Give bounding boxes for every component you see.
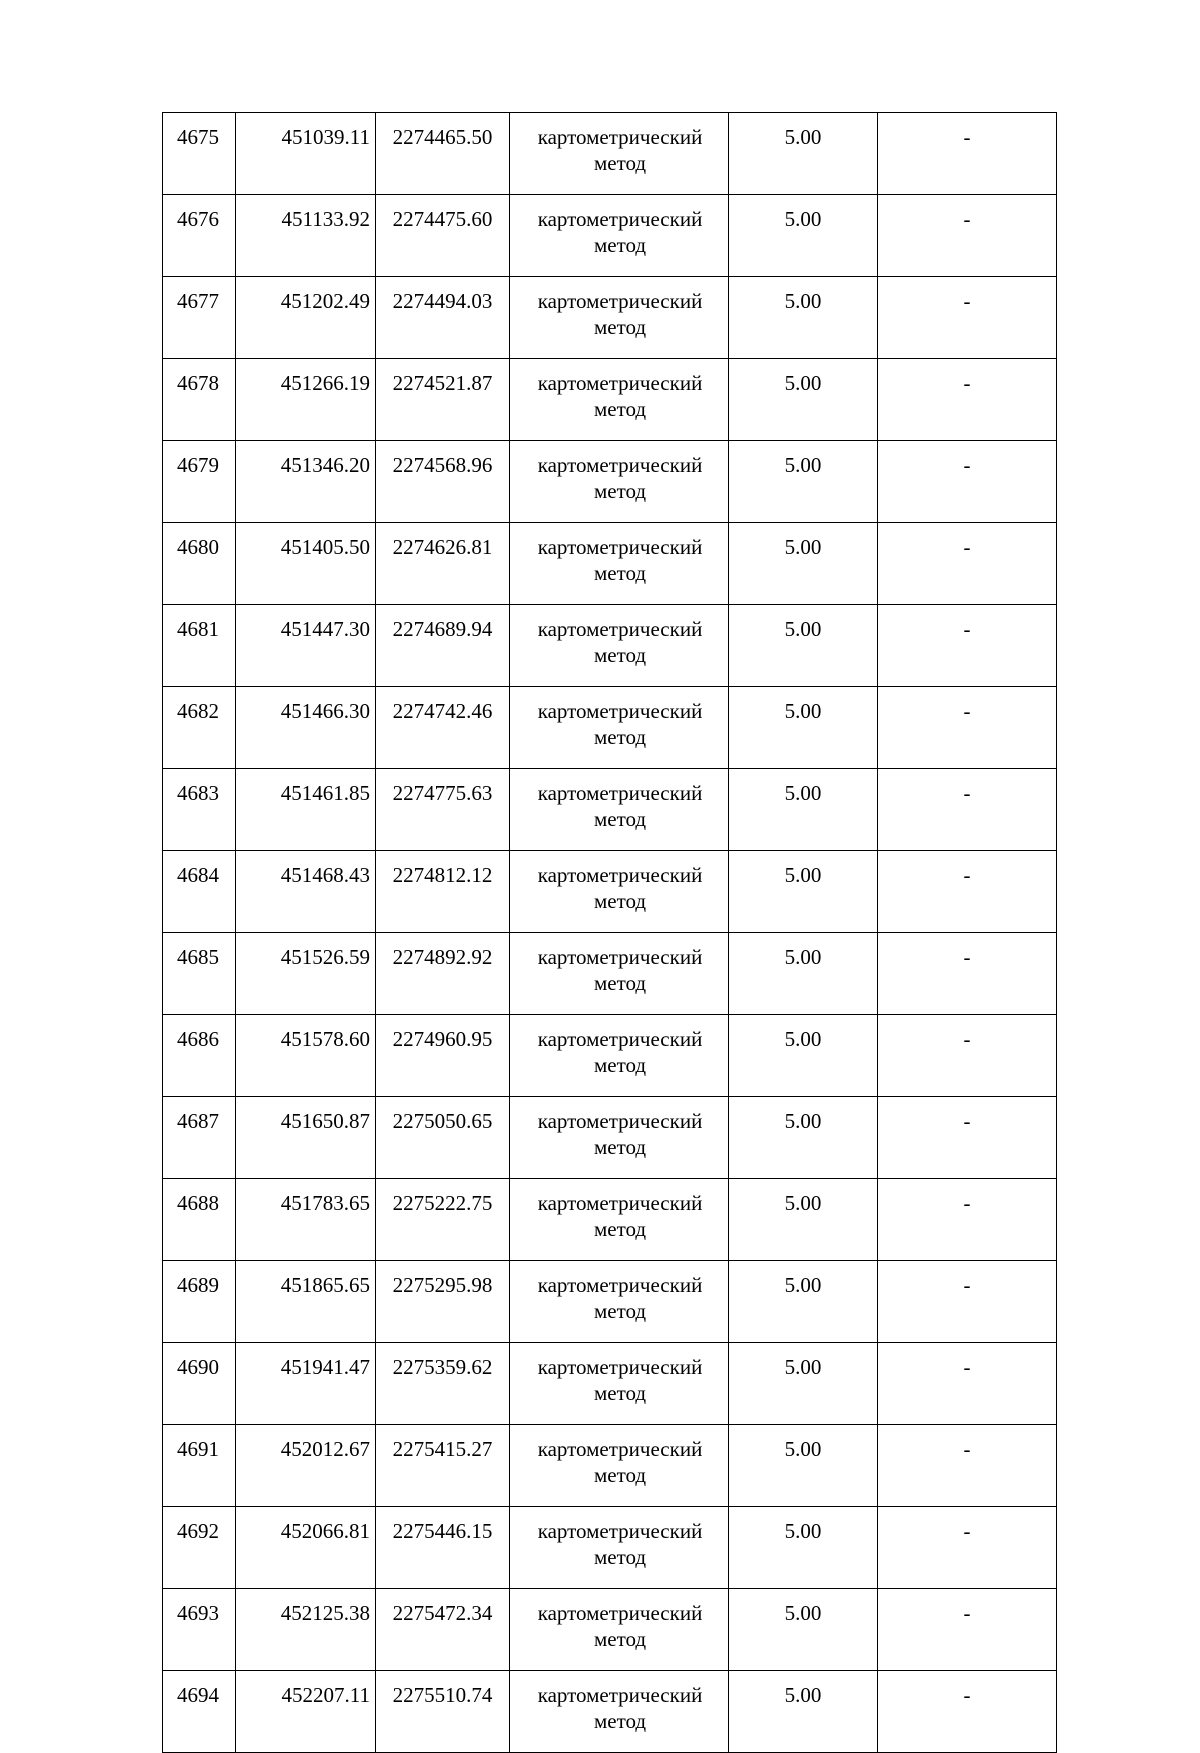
method-text: картометрический метод [537,617,703,667]
accuracy-cell: 5.00 [729,933,878,1015]
accuracy-cell: 5.00 [729,523,878,605]
point-number-cell: 4679 [163,441,236,523]
x-coordinate-cell: 451461.85 [236,769,376,851]
method-text: картометрический метод [537,1519,703,1569]
method-text: картометрический метод [537,1273,703,1323]
table-row [163,195,1057,277]
method-cell [510,1015,729,1097]
description-cell: - [878,277,1057,359]
accuracy-cell: 5.00 [729,277,878,359]
description-cell: - [878,195,1057,277]
description-cell: - [878,1343,1057,1425]
method-text: картометрический метод [537,1683,703,1733]
point-number-cell: 4678 [163,359,236,441]
method-text: картометрический метод [537,1437,703,1487]
method-text: картометрический метод [537,1601,703,1651]
y-coordinate-cell: 2274568.96 [376,441,510,523]
method-cell [510,359,729,441]
accuracy-cell: 5.00 [729,1343,878,1425]
description-cell: - [878,1179,1057,1261]
table-row [163,687,1057,769]
x-coordinate-cell: 451783.65 [236,1179,376,1261]
x-coordinate-cell: 451468.43 [236,851,376,933]
y-coordinate-cell: 2274494.03 [376,277,510,359]
table-row [163,851,1057,933]
x-coordinate-cell: 451346.20 [236,441,376,523]
y-coordinate-cell: 2274475.60 [376,195,510,277]
y-coordinate-cell: 2275295.98 [376,1261,510,1343]
description-cell: - [878,1015,1057,1097]
method-text: картометрический метод [537,289,703,339]
accuracy-cell: 5.00 [729,1015,878,1097]
method-cell [510,195,729,277]
x-coordinate-cell: 451266.19 [236,359,376,441]
description-cell: - [878,441,1057,523]
method-cell [510,113,729,195]
y-coordinate-cell: 2274960.95 [376,1015,510,1097]
method-cell [510,1671,729,1753]
point-number-cell: 4675 [163,113,236,195]
accuracy-cell: 5.00 [729,1589,878,1671]
table-row [163,605,1057,687]
table-row [163,1507,1057,1589]
y-coordinate-cell: 2275359.62 [376,1343,510,1425]
method-cell [510,1179,729,1261]
method-text: картометрический метод [537,1355,703,1405]
method-cell [510,605,729,687]
x-coordinate-cell: 451133.92 [236,195,376,277]
point-number-cell: 4689 [163,1261,236,1343]
method-cell [510,1261,729,1343]
y-coordinate-cell: 2275050.65 [376,1097,510,1179]
y-coordinate-cell: 2275510.74 [376,1671,510,1753]
y-coordinate-cell: 2275472.34 [376,1589,510,1671]
method-text: картометрический метод [537,781,703,831]
x-coordinate-cell: 451650.87 [236,1097,376,1179]
y-coordinate-cell: 2274521.87 [376,359,510,441]
description-cell: - [878,523,1057,605]
point-number-cell: 4680 [163,523,236,605]
description-cell: - [878,769,1057,851]
table-row [163,1671,1057,1753]
accuracy-cell: 5.00 [729,1179,878,1261]
x-coordinate-cell: 451405.50 [236,523,376,605]
y-coordinate-cell: 2274892.92 [376,933,510,1015]
description-cell: - [878,687,1057,769]
point-number-cell: 4687 [163,1097,236,1179]
x-coordinate-cell: 452125.38 [236,1589,376,1671]
y-coordinate-cell: 2274775.63 [376,769,510,851]
y-coordinate-cell: 2275446.15 [376,1507,510,1589]
x-coordinate-cell: 451202.49 [236,277,376,359]
method-text: картометрический метод [537,207,703,257]
y-coordinate-cell: 2274626.81 [376,523,510,605]
y-coordinate-cell: 2274812.12 [376,851,510,933]
method-text: картометрический метод [537,699,703,749]
method-text: картометрический метод [537,1109,703,1159]
method-cell [510,1589,729,1671]
method-text: картометрический метод [537,863,703,913]
method-cell [510,523,729,605]
table-row [163,1261,1057,1343]
method-text: картометрический метод [537,371,703,421]
table-row [163,769,1057,851]
accuracy-cell: 5.00 [729,605,878,687]
method-cell [510,441,729,523]
table-row [163,1589,1057,1671]
table-row [163,1015,1057,1097]
method-cell [510,1507,729,1589]
point-number-cell: 4682 [163,687,236,769]
method-cell [510,769,729,851]
coordinates-table-body [163,113,1057,1753]
method-cell [510,933,729,1015]
y-coordinate-cell: 2275415.27 [376,1425,510,1507]
point-number-cell: 4691 [163,1425,236,1507]
table-row [163,277,1057,359]
accuracy-cell: 5.00 [729,1671,878,1753]
method-text: картометрический метод [537,1191,703,1241]
description-cell: - [878,1261,1057,1343]
method-cell [510,1343,729,1425]
table-row [163,1343,1057,1425]
point-number-cell: 4688 [163,1179,236,1261]
y-coordinate-cell: 2274742.46 [376,687,510,769]
method-text: картометрический метод [537,1027,703,1077]
y-coordinate-cell: 2274689.94 [376,605,510,687]
point-number-cell: 4676 [163,195,236,277]
point-number-cell: 4690 [163,1343,236,1425]
method-text: картометрический метод [537,535,703,585]
description-cell: - [878,933,1057,1015]
method-cell [510,277,729,359]
description-cell: - [878,113,1057,195]
description-cell: - [878,1425,1057,1507]
accuracy-cell: 5.00 [729,195,878,277]
x-coordinate-cell: 451466.30 [236,687,376,769]
accuracy-cell: 5.00 [729,359,878,441]
table-row [163,1425,1057,1507]
description-cell: - [878,1589,1057,1671]
description-cell: - [878,1671,1057,1753]
accuracy-cell: 5.00 [729,441,878,523]
accuracy-cell: 5.00 [729,687,878,769]
accuracy-cell: 5.00 [729,1425,878,1507]
description-cell: - [878,359,1057,441]
x-coordinate-cell: 451447.30 [236,605,376,687]
table-row [163,441,1057,523]
method-cell [510,851,729,933]
description-cell: - [878,605,1057,687]
point-number-cell: 4677 [163,277,236,359]
method-text: картометрический метод [537,453,703,503]
point-number-cell: 4686 [163,1015,236,1097]
table-row [163,113,1057,195]
coordinates-table [162,112,1057,1753]
accuracy-cell: 5.00 [729,113,878,195]
method-cell [510,687,729,769]
accuracy-cell: 5.00 [729,851,878,933]
table-row [163,1097,1057,1179]
method-cell [510,1425,729,1507]
table-row [163,523,1057,605]
x-coordinate-cell: 452012.67 [236,1425,376,1507]
point-number-cell: 4684 [163,851,236,933]
point-number-cell: 4683 [163,769,236,851]
x-coordinate-cell: 452066.81 [236,1507,376,1589]
method-cell [510,1097,729,1179]
point-number-cell: 4694 [163,1671,236,1753]
accuracy-cell: 5.00 [729,1261,878,1343]
description-cell: - [878,851,1057,933]
table-row [163,359,1057,441]
point-number-cell: 4681 [163,605,236,687]
x-coordinate-cell: 451865.65 [236,1261,376,1343]
description-cell: - [878,1097,1057,1179]
table-row [163,933,1057,1015]
method-text: картометрический метод [537,945,703,995]
accuracy-cell: 5.00 [729,1097,878,1179]
accuracy-cell: 5.00 [729,1507,878,1589]
accuracy-cell: 5.00 [729,769,878,851]
table-row [163,1179,1057,1261]
point-number-cell: 4685 [163,933,236,1015]
point-number-cell: 4692 [163,1507,236,1589]
x-coordinate-cell: 451578.60 [236,1015,376,1097]
y-coordinate-cell: 2275222.75 [376,1179,510,1261]
method-text: картометрический метод [537,125,703,175]
description-cell: - [878,1507,1057,1589]
point-number-cell: 4693 [163,1589,236,1671]
y-coordinate-cell: 2274465.50 [376,113,510,195]
x-coordinate-cell: 451941.47 [236,1343,376,1425]
x-coordinate-cell: 452207.11 [236,1671,376,1753]
x-coordinate-cell: 451526.59 [236,933,376,1015]
x-coordinate-cell: 451039.11 [236,113,376,195]
